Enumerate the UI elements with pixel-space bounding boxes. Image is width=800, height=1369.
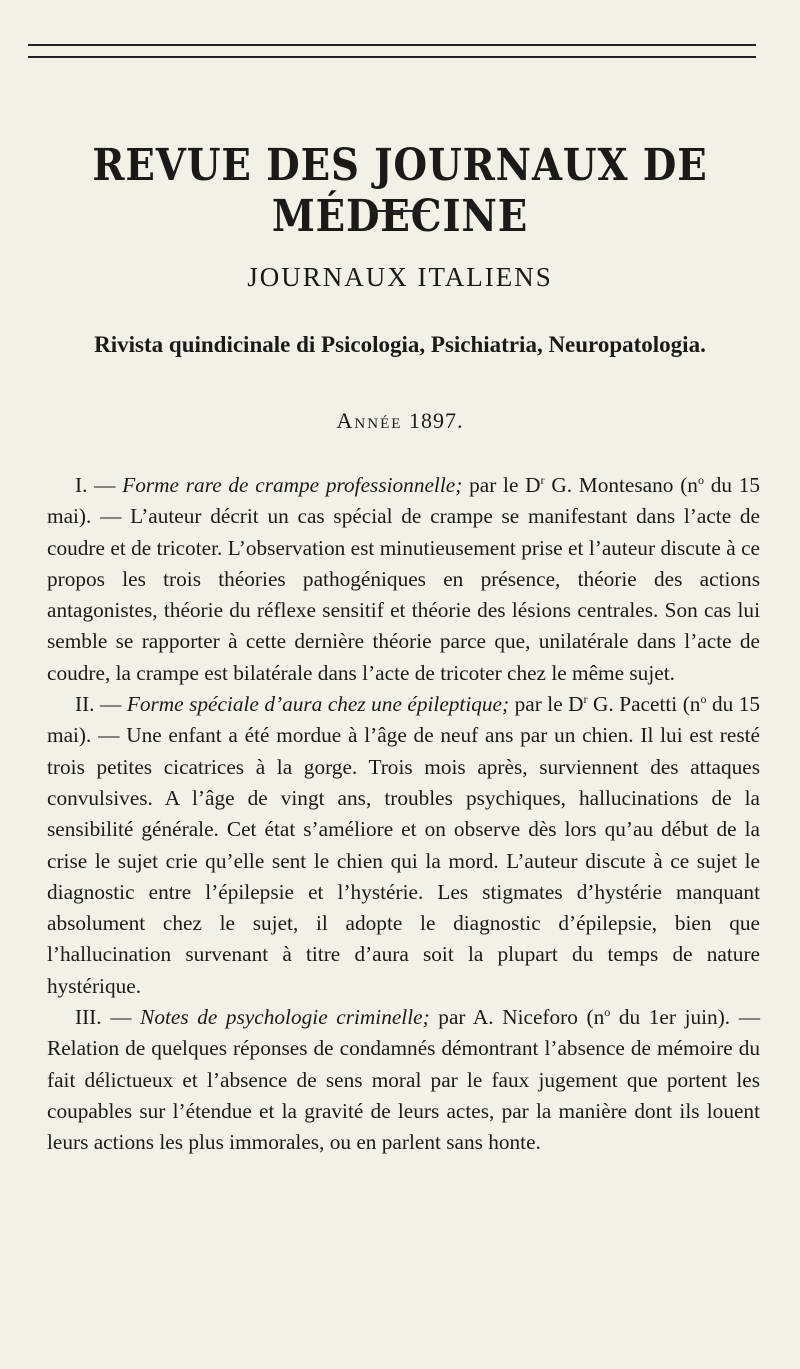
article-numeral: III. — [75, 1005, 132, 1030]
article-issue: du 1er juin). — [618, 1005, 761, 1030]
article-issue-sup: o [697, 472, 704, 487]
article-numeral: I. — [75, 473, 116, 497]
article-author: Niceforo [502, 1005, 578, 1030]
article-title: Forme spéciale d’aura chez une épileptique; [126, 692, 510, 717]
article-issue-open: (n [682, 692, 701, 717]
article-author: G. Pacetti [593, 692, 678, 717]
article-text: Relation de quelques réponses de condamnés démontrant l’absence de mémoire du fait délictueux et l’absence de sens moral par le faux jugement que portent les coupables sur l’étendue et la gravité de leurs actes, par la manière dont ils louent leurs actions les plus immorales, ou en parlent sans honte. [47, 1036, 760, 1155]
top-double-rule [28, 44, 756, 58]
article-title: Forme rare de crampe professionnelle; [122, 473, 463, 497]
article-author-prefix: par le D [469, 473, 541, 497]
article-issue: du 15 mai). — [47, 473, 761, 529]
article-text: Une enfant a été mordue à l’âge de neuf ans par un chien. Il lui est resté trois petites cicatrices à la gorge. Trois mois après, surviennent des attaques convulsives. A l’âge de vingt ans, troubles psychiques, hallucinations de la sensibilité générale. Cet état s’améliore et on observe dès lors qu’au début de la crise le sujet crie qu’elle sent le chien qui la mord. L’auteur discute à ce sujet le diagnostic entre l’épilepsie et l’hystérie. Les stigmates d’hystérie manquant absolument chez le sujet, il adopte le diagnostic d’épilepsie, bien que l’hallucination survenant à titre d’aura soit la plupart du temps de nature hystérique. [47, 723, 760, 998]
article-numeral: II. — [75, 692, 122, 717]
year-line [0, 408, 800, 434]
section-title: JOURNAUX ITALIENS [247, 262, 553, 292]
article-issue-open: (n [586, 1005, 605, 1030]
title-divider [370, 210, 430, 212]
journal-name: Rivista quindicinale di Psicologia, Psichiatria, Neuropatologia. [94, 332, 706, 357]
article-author-sup: r [540, 472, 545, 487]
article-title: Notes de psychologie criminelle; [140, 1005, 430, 1030]
article-item [47, 470, 760, 689]
article-author-prefix: par le D [514, 692, 584, 717]
article-list [47, 470, 760, 1159]
article-author: G. Montesano [551, 473, 674, 497]
article-item [47, 1002, 760, 1158]
article-author-sup: r [583, 691, 588, 706]
article-issue-sup: o [700, 691, 707, 706]
year-label: Année [336, 408, 403, 433]
article-issue: du 15 mai). — [47, 692, 761, 748]
article-text: L’auteur décrit un cas spécial de crampe se manifestant dans l’acte de coudre et de tricoter. L’observation est minutieusement prise et l’auteur discute à ce propos les trois théories pathogéniques en présence, théorie des actions antagonistes, théorie du réflexe sensitif et théorie des lésions centrales. Son cas lui semble se rapporter à cette dernière théorie parce que, unilatérale dans l’acte de coudre, la crampe est bilatérale dans l’acte de tricoter chez le même sujet. [47, 504, 760, 685]
page-title: REVUE DES JOURNAUX DE MÉDECINE [92, 140, 708, 242]
article-issue-sup: o [604, 1004, 611, 1019]
article-issue-open: (n [680, 473, 698, 497]
year-value: 1897. [408, 408, 464, 433]
article-item [47, 689, 760, 1002]
article-author-prefix: par A. [438, 1005, 494, 1030]
